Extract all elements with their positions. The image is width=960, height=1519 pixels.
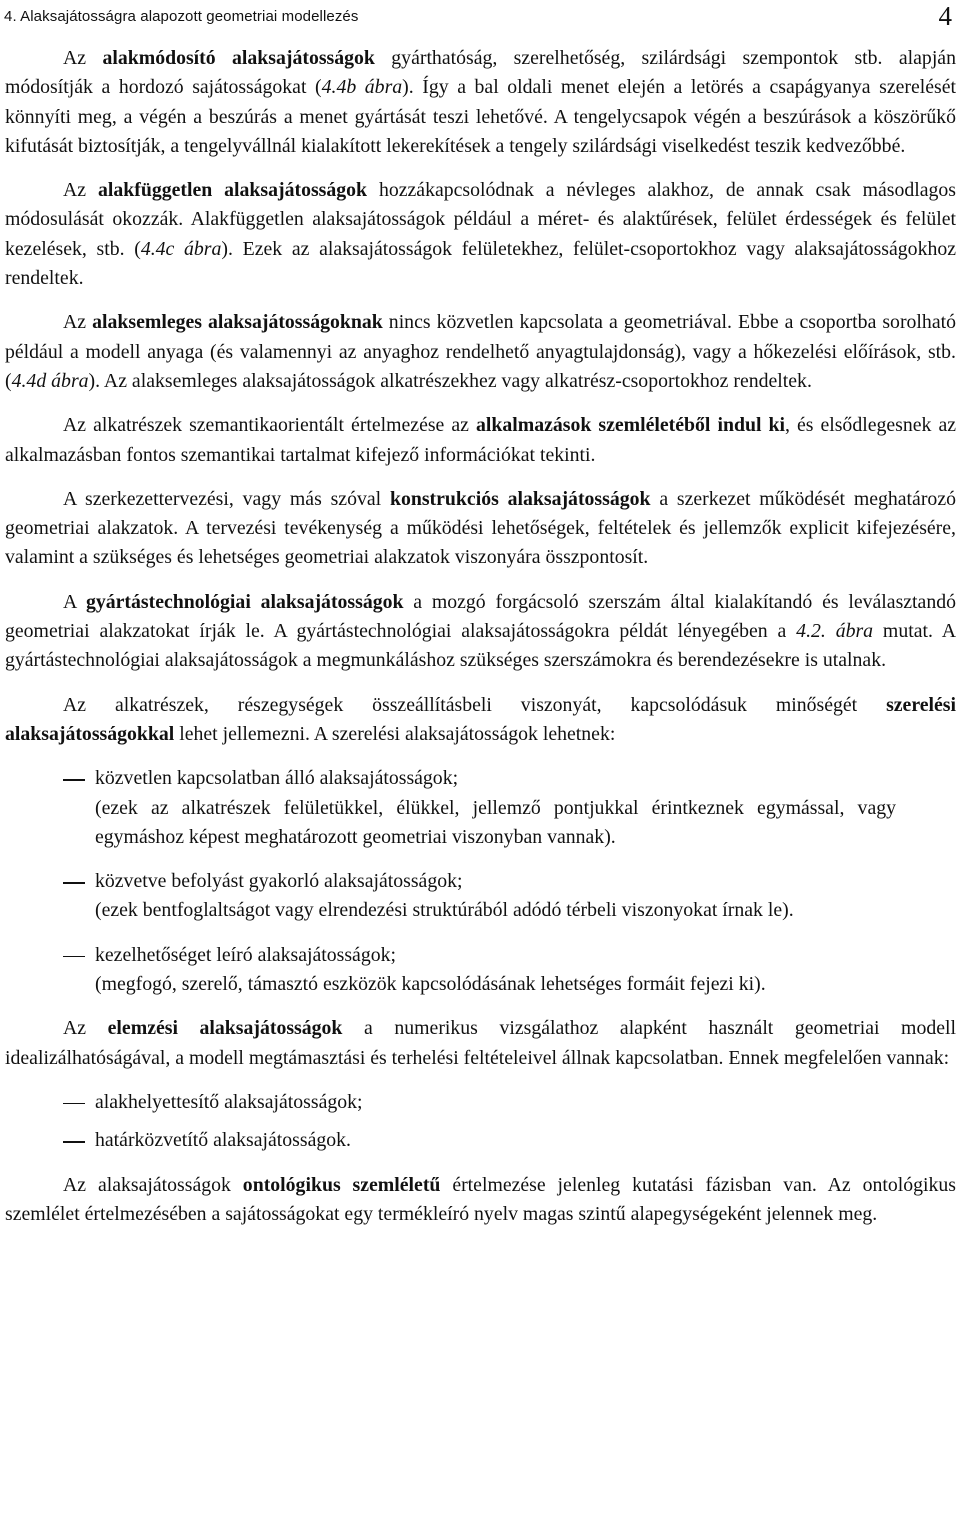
text: a szerkezet működését meghatározó geometriai alakzatok. A tervezési tevékenység a működési lehetőségek, feltételek és jellemzők explicit kifejezésére, valamint a szükséges és lehetséges geometriai alakzatok viszonyára összpontosít.	[5, 487, 956, 569]
list-item-note: (ezek az alkatrészek felületükkel, élükkel, jellemző pontjukkal érintkeznek egymással, vagy egymáshoz képest meghatározott geometriai viszonyban vannak).	[95, 796, 896, 848]
text: A szerkezettervezési, vagy más szóval	[63, 487, 390, 510]
figure-reference: 4.4b ábra	[321, 76, 403, 99]
list-item	[5, 867, 956, 926]
text: Az	[63, 1017, 108, 1040]
text: értelmezése jelenleg kutatási fázisban van. Az ontológikus szemlélet értelmezésében a sajátosságokat egy termékleíró nyelv magas szintű alapegységeként jelennek meg.	[5, 1173, 956, 1225]
analysis-feature-list	[5, 1088, 956, 1156]
list-item-note: (ezek bentfoglaltságot vagy elrendezési struktúrából adódó térbeli viszonyokat írnak le).	[95, 899, 794, 922]
text: hozzákapcsolódnak a névleges alakhoz, de annak csak másodlagos módosulását okozzák. Alakfüggetlen alaksajátosságok például a méret- és alaktűrések, felület érdességek és felület kezelések, stb. (	[5, 179, 957, 260]
text: A	[63, 590, 86, 613]
paragraph-assembly	[5, 691, 956, 750]
text: ). Így a bal oldali menet elején a letörés a csapágyanya szerelését könnyíti meg, a végén a beszúrás a menet gyártását teszi lehetővé. A tengelycsapok végén a beszúrások a köszörűkő kifutását biztosítják, a tengelyvállnál kialakított lekerekítések a tengely szilárdsági viselkedést teszik kedvezőbbé.	[5, 76, 957, 157]
text: Az alkatrészek, részegységek összeállításbeli viszonyát, kapcsolódásuk minőségét	[63, 693, 887, 716]
text: , és elsődlegesnek az alkalmazásban fontos szemantikai tartalmat kifejező információkat tekinti.	[5, 414, 957, 466]
text: Az	[63, 311, 93, 334]
term-bold: alakfüggetlen alaksajátosságok	[97, 179, 368, 202]
body-text	[5, 44, 956, 1244]
text: gyárthatóság, szerelhetőség, szilárdsági szempontok stb. alapján módosítják a hordozó sajátosságokat (	[5, 47, 956, 99]
term-bold: ontológikus szemléletű	[242, 1173, 441, 1196]
text: a numerikus vizsgálathoz alapként használt geometriai modell idealizálhatóságával, a modell megtámasztási és terhelési feltételeivel állnak kapcsolatban. Ennek megfelelően vannak:	[5, 1017, 956, 1069]
term-bold: szerelési alaksajátosságokkal	[5, 693, 956, 745]
chapter-title: 4. Alaksajátosságra alapozott geometriai modellezés	[4, 8, 359, 25]
term-bold: alakmódosító alaksajátosságok	[102, 47, 375, 69]
list-item	[5, 764, 956, 852]
term-bold: gyártástechnológiai alaksajátosságok	[85, 590, 404, 613]
list-item-label: alakhelyettesítő alaksajátosságok;	[95, 1090, 363, 1113]
term-bold: konstrukciós alaksajátosságok	[389, 487, 651, 510]
list-item-note: (megfogó, szerelő, támasztó eszközök kapcsolódásának lehetséges formáit fejezi ki).	[95, 973, 766, 996]
text: ). Az alaksemleges alaksajátosságok alkatrészekhez vagy alkatrész-csoportokhoz rendeltek.	[88, 369, 812, 392]
paragraph-ontological	[5, 1171, 956, 1230]
text: mutat. A gyártástechnológiai alaksajátosságok a megmunkáláshoz szükséges szerszámokra és berendezésekre is utalnak.	[5, 620, 956, 672]
figure-reference: 4.2. ábra	[796, 620, 874, 643]
list-item-label: határközvetítő alaksajátosságok.	[95, 1129, 351, 1152]
list-item	[5, 1088, 956, 1117]
list-item-label: közvetve befolyást gyakorló alaksajátosságok;	[95, 870, 463, 893]
text: nincs közvetlen kapcsolata a geometriával. Ebbe a csoportba sorolható például a modell anyaga (és valamennyi az anyaghoz rendelhető anyagtulajdonság), vagy a hőkezelési előírások, stb. (	[5, 311, 956, 392]
term-bold: elemzési alaksajátosságok	[107, 1017, 343, 1040]
paragraph-construction	[5, 485, 956, 573]
paragraph-manufacturing	[5, 588, 956, 676]
text: ). Ezek az alaksajátosságok felületekhez, felület-csoportokhoz vagy alaksajátosságokhoz rendeltek.	[5, 237, 957, 290]
figure-reference: 4.4c ábra	[140, 237, 222, 260]
text: lehet jellemezni. A szerelési alaksajátosságok lehetnek:	[174, 722, 616, 745]
term-bold: alkalmazások szemléletéből indul ki	[475, 414, 785, 437]
list-item	[5, 1126, 956, 1155]
page-header	[0, 0, 960, 40]
text: Az	[63, 179, 98, 202]
paragraph-shape-neutral	[5, 308, 956, 396]
text: Az alkatrészek szemantikaorientált értelmezése az	[63, 414, 476, 437]
paragraph-analysis	[5, 1014, 956, 1073]
term-bold: alaksemleges alaksajátosságoknak	[92, 311, 383, 334]
text: a mozgó forgácsoló szerszám által kialakítandó és leválasztandó geometriai alakzatokat írják le. A gyártástechnológiai alaksajátosságokra példát lényegében a	[5, 590, 956, 643]
paragraph-shape-modifying	[5, 44, 956, 161]
assembly-feature-list	[5, 764, 956, 999]
list-item	[5, 941, 956, 1000]
paragraph-shape-independent	[5, 176, 956, 293]
page-number: 4	[938, 1, 952, 31]
list-item-label: közvetlen kapcsolatban álló alaksajátosságok;	[95, 767, 459, 790]
list-item-label: kezelhetőséget leíró alaksajátosságok;	[95, 943, 396, 966]
text: Az alaksajátosságok	[63, 1173, 243, 1196]
paragraph-semantic	[5, 411, 956, 470]
figure-reference: 4.4d ábra	[11, 369, 89, 392]
text: Az	[63, 47, 103, 69]
